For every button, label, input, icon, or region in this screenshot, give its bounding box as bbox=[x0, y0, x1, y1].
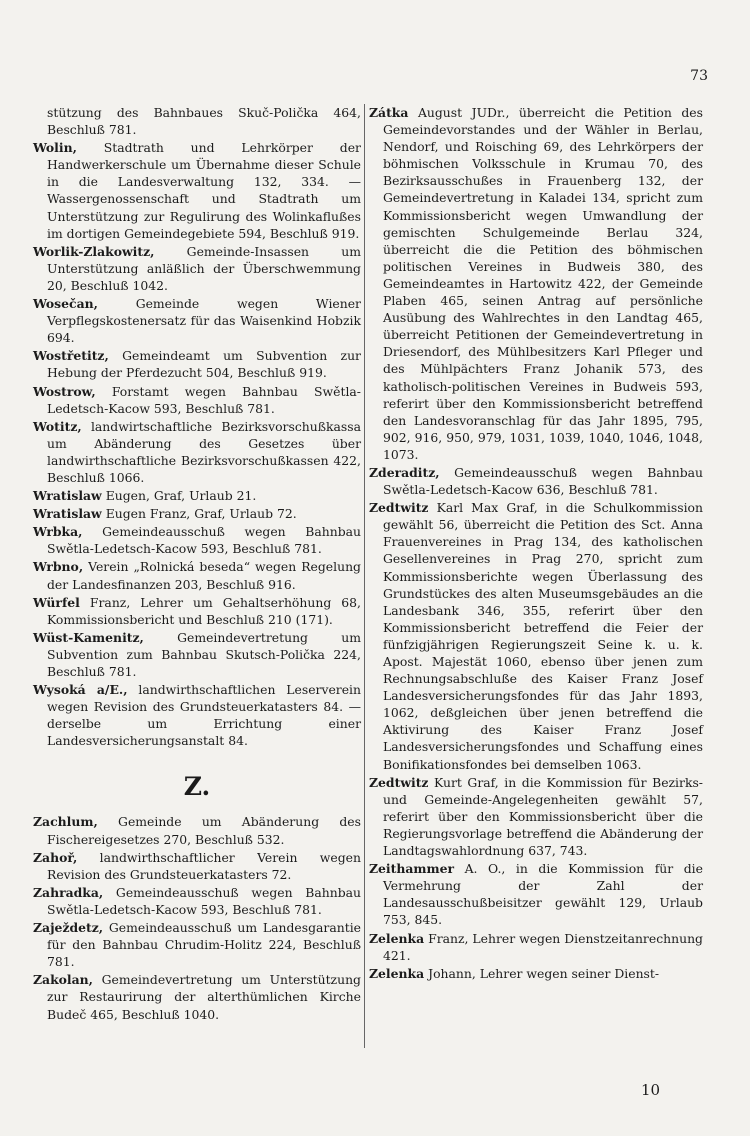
entry-head: Zahoř, bbox=[33, 849, 78, 865]
entry-text: Stadtrath und Lehrkörper der Handwerkerschule um Übernahme dieser Schule in die Landesverwaltung 132, 334. — Wassergenossenschaft und Stadtrath um Unterstützung zur Regulirung des Wolinkaflußes im dortigen Gemeindegebiete 594, Beschluß 919. bbox=[47, 140, 361, 241]
index-entry bbox=[33, 629, 361, 680]
entry-text: stützung des Bahnbaues Skuč-Polička 464, Beschluß 781. bbox=[47, 105, 361, 138]
entry-head: Wratislaw bbox=[33, 506, 102, 522]
column-divider bbox=[364, 104, 365, 1048]
right-column bbox=[369, 104, 703, 983]
index-entry bbox=[33, 347, 361, 381]
entry-head: Wolin, bbox=[33, 140, 77, 156]
entry-head: Zachlum, bbox=[33, 814, 98, 830]
index-entry bbox=[33, 243, 361, 294]
entry-text: landwirthschaftlicher Verein wegen Revision des Grundsteuerkatasters 72. bbox=[47, 849, 361, 882]
entry-text: landwirtschaftliche Bezirksvorschußkassa um Abänderung des Gesetzes über landwirthschaftliche Bezirksvorschußkassen 422, Beschluß 1066. bbox=[47, 418, 361, 485]
entry-head: Wostrow, bbox=[33, 383, 96, 399]
index-entry bbox=[369, 965, 703, 982]
entry-text: A. O., in die Kommission für die Vermehrung der Zahl der Landesausschußbeisitzer gewählt 129, Urlaub 753, 845. bbox=[383, 861, 703, 928]
index-entry bbox=[33, 418, 361, 486]
entry-head: Zelenka bbox=[369, 965, 425, 981]
entry-head: Zeithammer bbox=[369, 861, 455, 877]
entry-head: Wüst-Kamenitz, bbox=[33, 629, 144, 645]
index-entry bbox=[33, 971, 361, 1022]
entry-text: landwirthschaftlichen Leserverein wegen Revision des Grundsteuerkatasters 84. — derselbe um Errichtung einer Landesversicherungsanstalt 84. bbox=[47, 682, 361, 749]
left-entries-before bbox=[33, 104, 361, 749]
entry-head: Worlik-Zlakowitz, bbox=[33, 243, 155, 259]
entry-text: Kurt Graf, in die Kommission für Bezirks- und Gemeinde-Angelegenheiten gewählt 57, referirt über den Kommissionsbericht über die Regierungsvorlage betreffend die Abänderung der Landtagswahlordnung 637, 743. bbox=[383, 774, 703, 859]
index-entry bbox=[369, 464, 703, 498]
entry-head: Zaježdetz, bbox=[33, 920, 104, 936]
letter-heading: Z. bbox=[183, 772, 211, 802]
index-entry bbox=[369, 499, 703, 773]
entry-head: Zedtwitz bbox=[369, 500, 429, 516]
entry-text: Forstamt wegen Bahnbau Swětla-Ledetsch-Kacow 593, Beschluß 781. bbox=[47, 383, 361, 416]
entry-head: Wotitz, bbox=[33, 418, 82, 434]
entry-head: Zelenka bbox=[369, 930, 425, 946]
index-entry bbox=[369, 774, 703, 859]
entry-text: Gemeindevertretung um Subvention zum Bahnbau Skutsch-Polička 224, Beschluß 781. bbox=[47, 629, 361, 679]
index-entry bbox=[369, 930, 703, 964]
index-entry bbox=[33, 594, 361, 628]
index-entry bbox=[369, 860, 703, 928]
left-column bbox=[33, 104, 361, 1024]
entry-text: Gemeindeausschuß wegen Bahnbau Swětla-Ledetsch-Kacow 593, Beschluß 781. bbox=[47, 884, 361, 917]
entry-head: Zedtwitz bbox=[369, 774, 429, 790]
index-entry bbox=[33, 558, 361, 592]
entry-text: Gemeinde-Insassen um Unterstützung anläßlich der Überschwemmung 20, Beschluß 1042. bbox=[47, 243, 361, 293]
index-entry bbox=[33, 295, 361, 346]
index-entry bbox=[33, 884, 361, 918]
index-entry bbox=[33, 104, 361, 138]
signature-mark: 10 bbox=[641, 1081, 661, 1099]
entry-text: Gemeinde wegen Wiener Verpflegskostenersatz für das Waisenkind Hobzik 694. bbox=[47, 296, 361, 346]
index-entry bbox=[33, 383, 361, 417]
entry-text: Johann, Lehrer wegen seiner Dienst- bbox=[428, 965, 660, 981]
entry-head: Wratislaw bbox=[33, 488, 102, 504]
entry-text: Gemeindeamt um Subvention zur Hebung der Pferdezucht 504, Beschluß 919. bbox=[47, 348, 361, 381]
entry-head: Zakolan, bbox=[33, 972, 93, 988]
entry-text: Franz, Lehrer wegen Dienstzeitanrechnung 421. bbox=[383, 930, 703, 963]
index-entry bbox=[369, 104, 703, 463]
index-entry bbox=[33, 487, 361, 504]
entry-text: Gemeindeausschuß um Landesgarantie für den Bahnbau Chrudim-Holitz 224, Beschluß 781. bbox=[47, 920, 361, 970]
left-entries-after bbox=[33, 813, 361, 1022]
entry-text: Verein „Rolnická beseda“ wegen Regelung der Landesfinanzen 203, Beschluß 916. bbox=[47, 559, 361, 592]
entry-text: Eugen Franz, Graf, Urlaub 72. bbox=[105, 506, 297, 522]
entry-head: Zátka bbox=[369, 105, 409, 120]
index-entry bbox=[33, 523, 361, 557]
entry-head: Zderaditz, bbox=[369, 464, 440, 480]
index-entry bbox=[33, 139, 361, 242]
index-entry bbox=[33, 919, 361, 970]
entry-text: Karl Max Graf, in die Schulkommission gewählt 56, überreicht die Petition des Sct. Anna Frauenvereines in Prag 134, des katholischen Gesellenvereines in Prag 270, spricht zum Kommissionsberichte wegen Überlassung des Grundstückes des alten Museumsgebäudes an die Landesbank 346, 355, referirt über den Kommissionsbericht betreffend die Feier der fünfzigjährigen Regierungszeit Seine k. u. k. Apost. Majestät 1060, ebenso über jenen zum Rechnungsabschluße des Kaiser Franz Josef Landesversicherungsfondes für das Jahr 1893, 1062, deßgleichen über jenen betreffend die Aktivirung des Kaiser Franz Josef Landesversicherungsfondes und Schaffung eines Bonifikationsfondes bei demselben 1063. bbox=[383, 500, 703, 772]
index-entry bbox=[33, 681, 361, 749]
entry-text: Gemeindeausschuß wegen Bahnbau Swětla-Ledetsch-Kacow 593, Beschluß 781. bbox=[47, 524, 361, 557]
entry-head: Wrbka, bbox=[33, 524, 83, 540]
right-entries bbox=[369, 104, 703, 982]
entry-text: Gemeindeausschuß wegen Bahnbau Swětla-Ledetsch-Kacow 636, Beschluß 781. bbox=[383, 464, 703, 498]
index-entry bbox=[33, 505, 361, 522]
entry-text: August JUDr., überreicht die Petition des Gemeindevorstandes und der Wähler in Berlau, Nendorf, und Roisching 69, des Lehrkörpers der böhmischen Volksschule in Krumau 70, des Bezirksausschußes in Frauenberg 132, der Gemeindevertretung in Kaladei 134, spricht zum Kommissionsbericht wegen Umwandlung der gemischten Schulgemeinde Berlau 324, überreicht die die Petition des böhmischen politischen Vereines in Budweis 380, des Gemeindeamtes in Hartowitz 422, der Gemeinde Plaben 465, seinen Antrag auf persönliche Ausübung des Wahlrechtes in den Landtag 465, überreicht Petitionen der Gemeindevertretung in Driesendorf, des Mühlbesitzers Karl Pfleger und des Mühlpächters Franz Johanik 573, des katholisch-politischen Vereines in Budweis 593, referirt über den Kommissionsbericht betreffend den Landesvoranschlag für das Jahr 1895, 795, 902, 916, 950, 979, 1031, 1039, 1040, 1046, 1048, 1073. bbox=[383, 105, 703, 462]
entry-head: Zahradka, bbox=[33, 884, 104, 900]
entry-head: Wysoká a/E., bbox=[33, 682, 128, 698]
entry-text: Gemeinde um Abänderung des Fischereigesetzes 270, Beschluß 532. bbox=[47, 814, 361, 847]
entry-head: Wosečan, bbox=[33, 296, 98, 312]
page-number: 73 bbox=[690, 68, 708, 84]
index-entry bbox=[33, 813, 361, 847]
entry-text: Eugen, Graf, Urlaub 21. bbox=[105, 488, 257, 504]
entry-text: Franz, Lehrer um Gehaltserhöhung 68, Kommissionsbericht und Beschluß 210 (171). bbox=[47, 594, 361, 627]
entry-text: Gemeindevertretung um Unterstützung zur Restaurirung der alterthümlichen Kirche Budeč 465, Beschluß 1040. bbox=[47, 972, 361, 1022]
entry-head: Würfel bbox=[33, 594, 80, 610]
index-entry bbox=[33, 849, 361, 883]
entry-head: Wrbno, bbox=[33, 559, 84, 575]
entry-head: Wostřetitz, bbox=[33, 348, 109, 364]
